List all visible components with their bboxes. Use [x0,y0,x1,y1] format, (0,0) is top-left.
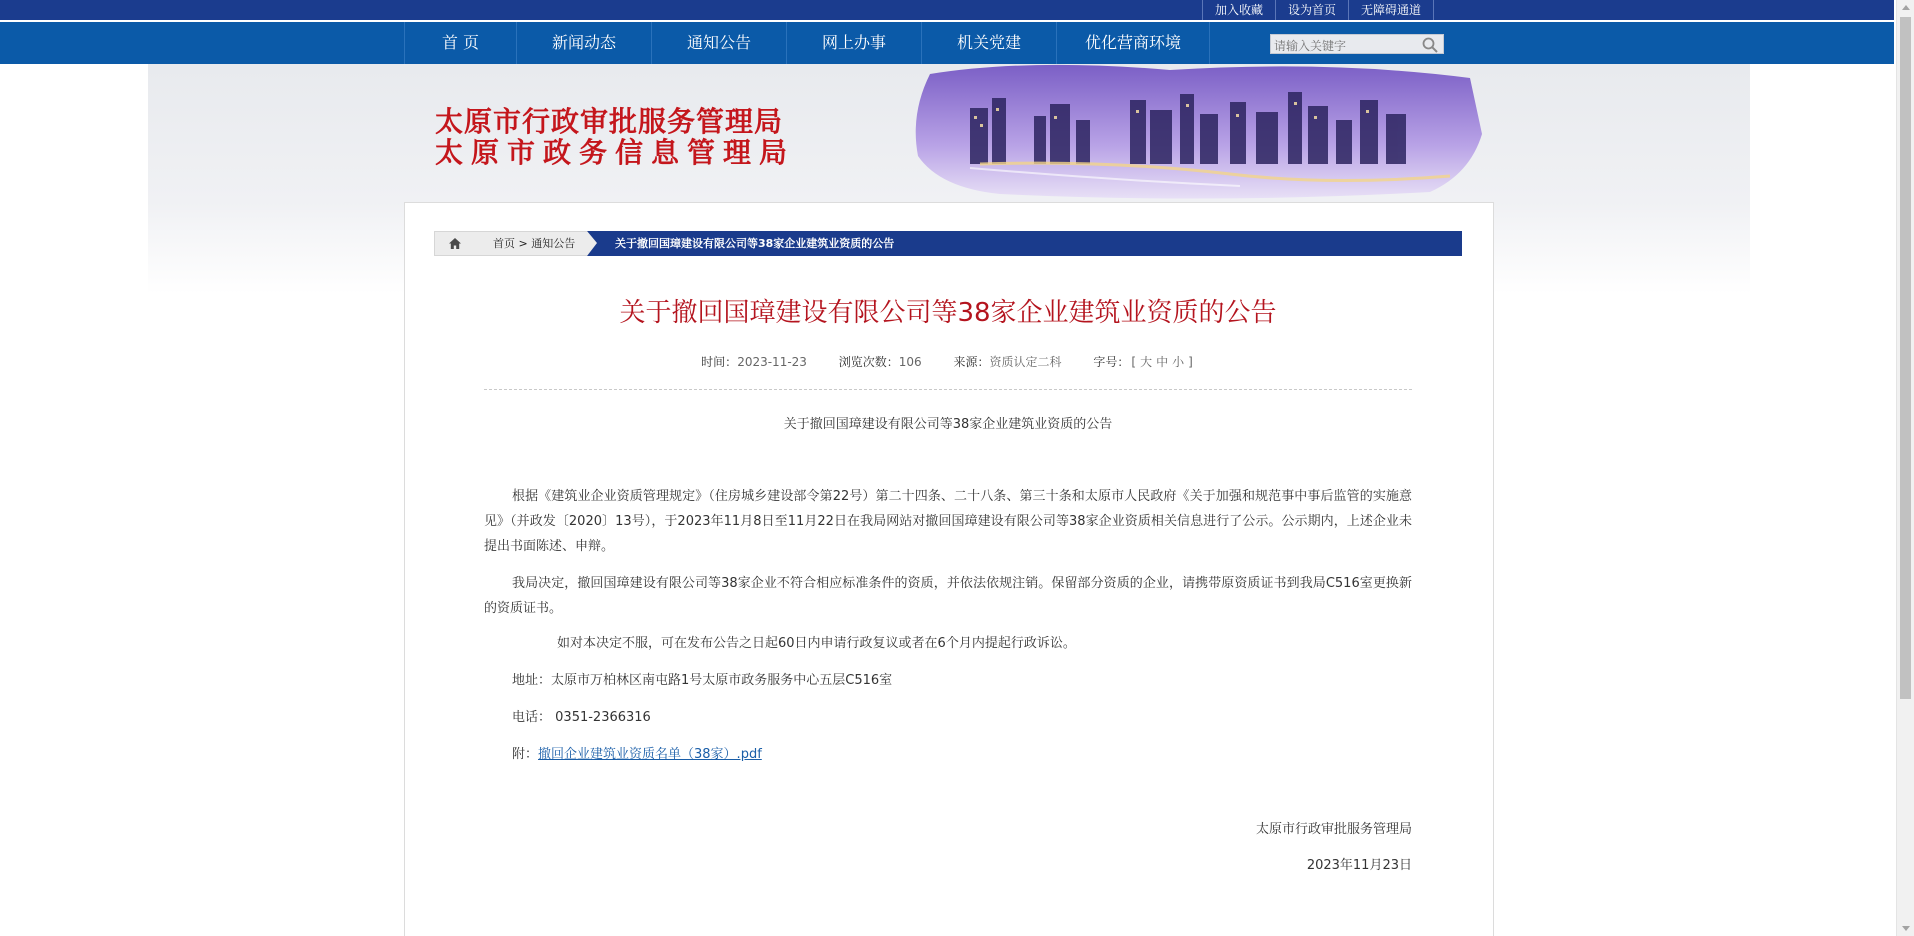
site-title-line-2: 太原市政务信息管理局 [435,136,796,169]
address-line: 地址：太原市万柏林区南屯路1号太原市政务服务中心五层C516室 [512,673,893,688]
attachment-label: 附： [512,747,539,762]
site-title [435,106,795,168]
font-size-label: 字号： [1093,355,1130,369]
nav-items [404,22,1210,64]
search-box [1270,34,1444,54]
top-utility-bar [0,0,1894,20]
breadcrumb-home-link[interactable]: 首页 [493,237,515,250]
breadcrumb-home-button[interactable] [435,232,475,255]
breadcrumb-trail [493,232,575,255]
article-meta [434,353,1462,370]
accessibility-link[interactable]: 无障碍通道 [1348,0,1434,20]
paragraph-3: 如对本决定不服，可在发布公告之日起60日内申请行政复议或者在6个月内提起行政诉讼。 [557,636,1076,651]
breadcrumb-section-link[interactable]: 通知公告 [531,237,576,250]
nav-item-online-services[interactable]: 网上办事 [786,22,921,64]
publish-time: 2023-11-23 [737,355,807,369]
font-size-medium[interactable]: 中 [1156,355,1169,369]
utility-links [1202,0,1434,20]
set-homepage-link[interactable]: 设为首页 [1275,0,1348,20]
home-icon [449,238,461,249]
search-icon[interactable] [1421,36,1439,54]
article-subtitle: 关于撤回国璋建设有限公司等38家企业建筑业资质的公告 [783,417,1113,432]
article-title: 关于撤回国璋建设有限公司等38家企业建筑业资质的公告 [619,298,1277,328]
add-favorite-link[interactable]: 加入收藏 [1202,0,1275,20]
time-label: 时间： [701,355,738,369]
nav-item-news[interactable]: 新闻动态 [516,22,651,64]
scrollbar-thumb[interactable] [1900,17,1911,699]
font-bracket-open: [ [1131,355,1137,369]
city-skyline-image [910,64,1490,200]
view-count: 106 [898,355,922,369]
signature-date: 2023年11月23日 [1306,858,1412,873]
phone-value: 0351-2366316 [555,710,651,725]
nav-item-party-building[interactable]: 机关党建 [921,22,1056,64]
page-scrollbar[interactable] [1896,0,1914,936]
font-bracket-close: ] [1188,355,1193,369]
attachment-link[interactable]: 撤回企业建筑业资质名单（38家）.pdf [538,747,762,762]
font-size-small[interactable]: 小 [1172,355,1185,369]
breadcrumb-separator: > [518,237,528,250]
meta-divider [484,389,1412,390]
source-value: 资质认定二科 [989,355,1062,369]
font-size-controls [1129,355,1194,369]
views-label: 浏览次数： [838,355,899,369]
breadcrumb-current: 关于撤回国璋建设有限公司等38家企业建筑业资质的公告 [587,231,1462,256]
nav-item-business-environment[interactable]: 优化营商环境 [1056,22,1210,64]
scroll-up-arrow[interactable] [1902,5,1910,10]
source-label: 来源： [953,355,990,369]
paragraph-2: 我局决定，撤回国璋建设有限公司等38家企业不符合相应标准条件的资质，并依法依规注销。保留部分资质的企业，请携带原资质证书到我局C516室更换新的资质证书。 [484,576,1412,616]
nav-item-home[interactable]: 首 页 [404,22,516,64]
site-title-line-1: 太原市行政审批服务管理局 [435,105,784,138]
main-nav [0,22,1894,64]
scroll-down-arrow[interactable] [1902,926,1910,931]
search-input[interactable] [1271,37,1415,55]
phone-label: 电话： [512,710,552,725]
signature: 太原市行政审批服务管理局 [1255,822,1412,837]
attachment-line [512,745,762,765]
font-size-large[interactable]: 大 [1140,355,1153,369]
paragraph-1: 根据《建筑业企业资质管理规定》（住房城乡建设部令第22号）第二十四条、二十八条、第三十条和太原市人民政府《关于加强和规范事中事后监管的实施意见》（并政发〔2020〕13号），于2023年11月8日至11月22日在我局网站对撤回国璋建设有限公司等38家企业资质相关信息进行了公示。公示期内，上述企业未提出书面陈述、申辩。 [484,489,1412,554]
nav-item-notices[interactable]: 通知公告 [651,22,786,64]
breadcrumb [434,231,1462,256]
phone-line [512,708,651,728]
